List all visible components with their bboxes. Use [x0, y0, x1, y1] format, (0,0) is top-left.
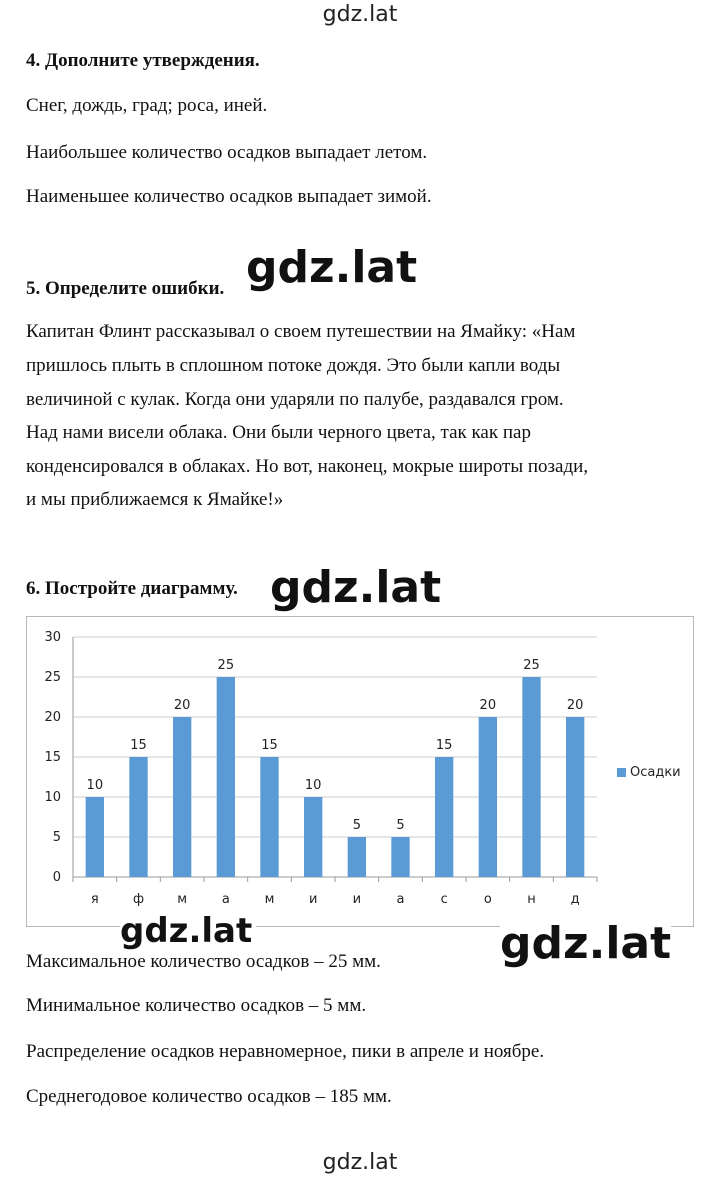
section5-line-1: Капитан Флинт рассказывал о своем путешествии на Ямайку: «Нам: [26, 321, 576, 342]
bar-5: [260, 757, 278, 877]
section6-line-1: Максимальное количество осадков – 25 мм.: [26, 951, 381, 972]
section5-line-2: пришлось плыть в сплошном потоке дождя. Это были капли воды: [26, 355, 561, 376]
x-tick-label: и: [352, 892, 362, 907]
x-tick-label: д: [570, 892, 580, 907]
section6-line-4: Среднегодовое количество осадков – 185 мм.: [26, 1086, 392, 1107]
data-label: 25: [217, 658, 235, 673]
data-label: 15: [435, 738, 453, 753]
bar-8: [391, 837, 409, 877]
section5-line-6: и мы приближаемся к Ямайке!»: [26, 489, 284, 510]
y-tick-label: 25: [44, 670, 61, 685]
data-label: 20: [173, 698, 191, 713]
y-tick-label: 15: [44, 750, 61, 765]
chart-canvas: [27, 617, 695, 928]
x-tick-label: ф: [132, 892, 145, 907]
data-label: 10: [86, 778, 104, 793]
x-tick-label: о: [483, 892, 492, 907]
watermark-large-2: gdz.lat: [270, 562, 442, 613]
x-tick-label: с: [440, 892, 448, 907]
bar-4: [217, 677, 235, 877]
section6-line-2: Минимальное количество осадков – 5 мм.: [26, 995, 367, 1016]
x-tick-label: а: [221, 892, 230, 907]
watermark-bottom: gdz.lat: [322, 1150, 398, 1175]
bar-11: [522, 677, 540, 877]
y-tick-label: 10: [44, 790, 61, 805]
x-tick-label: я: [90, 892, 99, 907]
bar-3: [173, 717, 191, 877]
x-tick-label: н: [527, 892, 536, 907]
data-label: 20: [479, 698, 497, 713]
data-label: 15: [261, 738, 278, 753]
section4-line-2: Наибольшее количество осадков выпадает летом.: [26, 142, 428, 163]
watermark-large-3: gdz.lat: [120, 914, 256, 948]
data-label: 10: [304, 778, 322, 793]
data-label: 5: [396, 818, 405, 833]
bar-10: [479, 717, 497, 877]
chart-legend: [617, 765, 681, 780]
bar-2: [129, 757, 147, 877]
section6-heading: 6. Постройте диаграмму.: [26, 578, 238, 599]
precipitation-chart: [26, 616, 694, 927]
section5-line-4: Над нами висели облака. Они были черного цвета, так как пар: [26, 422, 531, 443]
x-tick-label: и: [308, 892, 318, 907]
watermark-large-1: gdz.lat: [246, 242, 418, 293]
bar-7: [348, 837, 366, 877]
section5-line-3: величиной с кулак. Когда они ударяли по палубе, раздавался гром.: [26, 389, 564, 410]
data-label: 15: [130, 738, 147, 753]
section5-heading: 5. Определите ошибки.: [26, 278, 225, 299]
bar-6: [304, 797, 322, 877]
y-tick-label: 0: [52, 870, 61, 885]
data-label: 25: [523, 658, 540, 673]
x-tick-label: м: [177, 892, 188, 907]
section4-line-1: Снег, дождь, град; роса, иней.: [26, 95, 268, 116]
section6-line-3: Распределение осадков неравномерное, пики в апреле и ноябре.: [26, 1041, 545, 1062]
x-tick-label: м: [264, 892, 275, 907]
x-tick-label: а: [396, 892, 405, 907]
section5-line-5: конденсировался в облаках. Но вот, наконец, мокрые широты позади,: [26, 456, 589, 477]
legend-swatch: [617, 768, 626, 777]
section4-heading: 4. Дополните утверждения.: [26, 50, 260, 71]
y-tick-label: 20: [44, 710, 61, 725]
data-label: 20: [566, 698, 584, 713]
bar-12: [566, 717, 584, 877]
y-tick-label: 5: [52, 830, 61, 845]
data-label: 5: [352, 818, 361, 833]
watermark-top: gdz.lat: [322, 2, 398, 27]
y-tick-label: 30: [44, 630, 61, 645]
bar-9: [435, 757, 453, 877]
legend-label: Осадки: [630, 765, 681, 780]
section4-line-3: Наименьшее количество осадков выпадает зимой.: [26, 186, 432, 207]
bar-1: [86, 797, 104, 877]
watermark-large-4: gdz.lat: [500, 918, 672, 969]
